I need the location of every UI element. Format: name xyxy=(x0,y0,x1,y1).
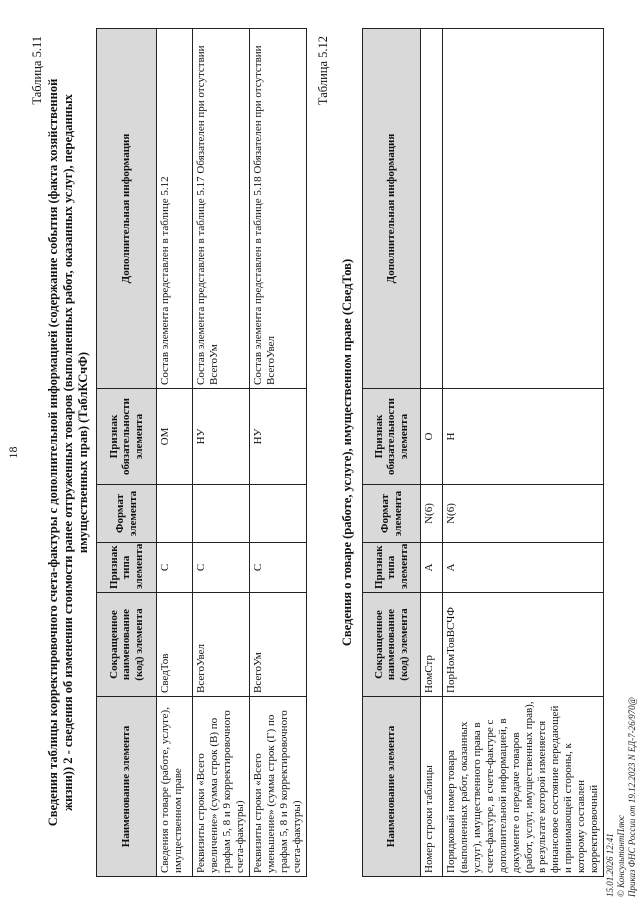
header-code: Сокращенное наименование (код) элемента xyxy=(97,593,157,697)
cell-type: С xyxy=(250,543,307,593)
cell-format xyxy=(250,485,307,543)
table-5-12-label: Таблица 5.12 xyxy=(316,36,330,106)
footer-doc-code: Приказ ФНС России от 19.12.2023 N ЕД-7-26/970@ xyxy=(627,697,637,897)
cell-type: А xyxy=(443,543,604,593)
cell-required: Н xyxy=(443,389,604,485)
header-required: Признак обязательности элемента xyxy=(97,389,157,485)
table-5-11-title xyxy=(46,30,91,875)
table-row xyxy=(157,29,193,877)
cell-name: Реквизиты строки «Всего увеличение» (сумма строк (В) по графам 5, 8 и 9 корректировочного счета-фактуры) xyxy=(193,697,250,877)
cell-name: Порядковый номер товара (выполненных работ, оказанных услуг), имущественного права в счете-фактуре, в счете-фактуре с дополнительной информацией, в документе о передаче товаров (работ, услуг, имущественных прав), в результате которой изменяется финансовое состояние передающей и принимающей стороны, к которому составлен корректировочный xyxy=(443,697,604,877)
cell-type: А xyxy=(421,543,443,593)
cell-code: СведТов xyxy=(157,593,193,697)
cell-format xyxy=(193,485,250,543)
table-5-11-title-line2: жизни)) 2 - сведения об изменении стоимости ранее отгруженных товаров (выполненных работ, оказанных услуг), переданных xyxy=(61,94,75,811)
cell-code: НомСтр xyxy=(421,593,443,697)
table-5-11-header-row xyxy=(97,29,157,877)
table-row xyxy=(421,29,443,877)
table-row xyxy=(250,29,307,877)
table-row xyxy=(193,29,250,877)
cell-name: Сведения о товаре (работе, услуге), имущественном праве xyxy=(157,697,193,877)
footer-line1: 15.01.2026 12:41 xyxy=(605,833,615,897)
header-type: Признак типа элемента xyxy=(363,543,421,593)
table-5-11 xyxy=(96,28,307,877)
cell-required: О xyxy=(421,389,443,485)
page-number: 18 xyxy=(6,446,20,459)
cell-format xyxy=(157,485,193,543)
cell-name: Номер строки таблицы xyxy=(421,697,443,877)
header-info: Дополнительная информация xyxy=(97,29,157,389)
cell-info: Состав элемента представлен в таблице 5.17 Обязателен при отсутствии ВсегоУм xyxy=(193,29,250,389)
cell-required: НУ xyxy=(250,389,307,485)
header-format: Формат элемента xyxy=(363,485,421,543)
cell-code: ВсегоУвел xyxy=(193,593,250,697)
header-type: Признак типа элемента xyxy=(97,543,157,593)
footer-line2: © КонсультантПлюс xyxy=(616,815,626,897)
header-required: Признак обязательности элемента xyxy=(363,389,421,485)
header-code: Сокращенное наименование (код) элемента xyxy=(363,593,421,697)
table-5-11-title-line1: Сведения таблицы корректировочного счета-фактуры с дополнительной информацией (содержание события (факта хозяйственной xyxy=(46,78,60,827)
header-format: Формат элемента xyxy=(97,485,157,543)
cell-type: С xyxy=(157,543,193,593)
cell-name: Реквизиты строки «Всего уменьшение» (сумма строк (Г) по графам 5, 8 и 9 корректировочного счета-фактуры) xyxy=(250,697,307,877)
header-name: Наименование элемента xyxy=(363,697,421,877)
table-5-11-title-line3: имущественных прав) (ТаблКСчФ) xyxy=(76,351,90,554)
header-info: Дополнительная информация xyxy=(363,29,421,389)
header-name: Наименование элемента xyxy=(97,697,157,877)
table-5-12-title: Сведения о товаре (работе, услуге), имущественном праве (СведТов) xyxy=(340,258,354,647)
cell-required: НУ xyxy=(193,389,250,485)
cell-info xyxy=(443,29,604,389)
cell-required: ОМ xyxy=(157,389,193,485)
cell-info: Состав элемента представлен в таблице 5.12 xyxy=(157,29,193,389)
cell-code: ВсегоУм xyxy=(250,593,307,697)
table-5-12-header-row xyxy=(363,29,421,877)
table-row xyxy=(443,29,604,877)
table-5-12 xyxy=(362,28,604,877)
cell-format: N(6) xyxy=(421,485,443,543)
table-5-11-label: Таблица 5.11 xyxy=(30,36,44,105)
footer xyxy=(605,697,638,897)
cell-info xyxy=(421,29,443,389)
cell-type: С xyxy=(193,543,250,593)
cell-info: Состав элемента представлен в таблице 5.18 Обязателен при отсутствии ВсегоУвел xyxy=(250,29,307,389)
cell-code: ПорНомТовВСЧФ xyxy=(443,593,604,697)
cell-format: N(6) xyxy=(443,485,604,543)
